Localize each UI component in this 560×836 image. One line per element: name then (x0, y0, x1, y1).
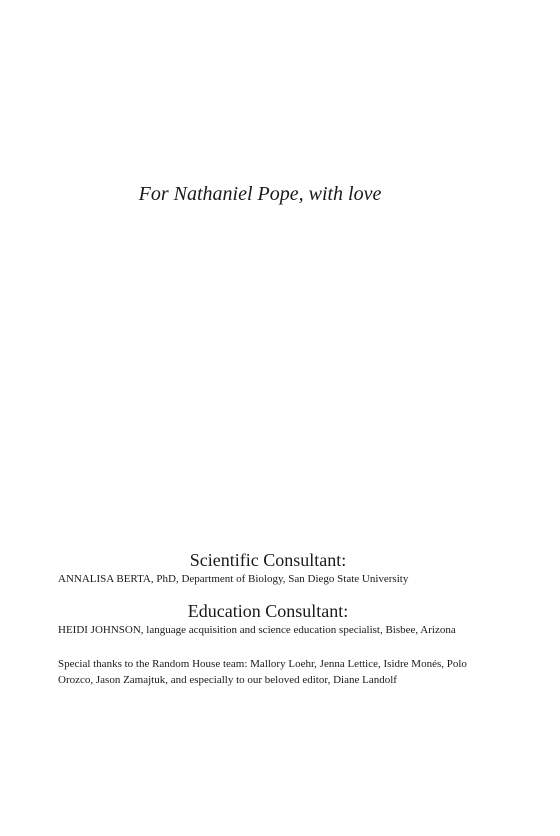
education-consultant-text: HEIDI JOHNSON, language acquisition and science education specialist, Bisbee, Arizona (58, 624, 456, 636)
education-consultant-block (58, 600, 478, 638)
credits-section (58, 549, 478, 699)
education-consultant-heading: Education Consultant: (187, 601, 349, 621)
scientific-consultant-block (58, 549, 478, 587)
dedication: For Nathaniel Pope, with love (138, 183, 382, 205)
scientific-consultant-heading: Scientific Consultant: (189, 550, 347, 570)
special-thanks: Special thanks to the Random House team: Mallory Loehr, Jenna Lettice, Isidre Monés, Polo Orozco, Jason Zamajtuk, and especially to our beloved editor, Diane Landolf (58, 658, 467, 686)
scientific-consultant-text: ANNALISA BERTA, PhD, Department of Biology, San Diego State University (58, 573, 409, 585)
